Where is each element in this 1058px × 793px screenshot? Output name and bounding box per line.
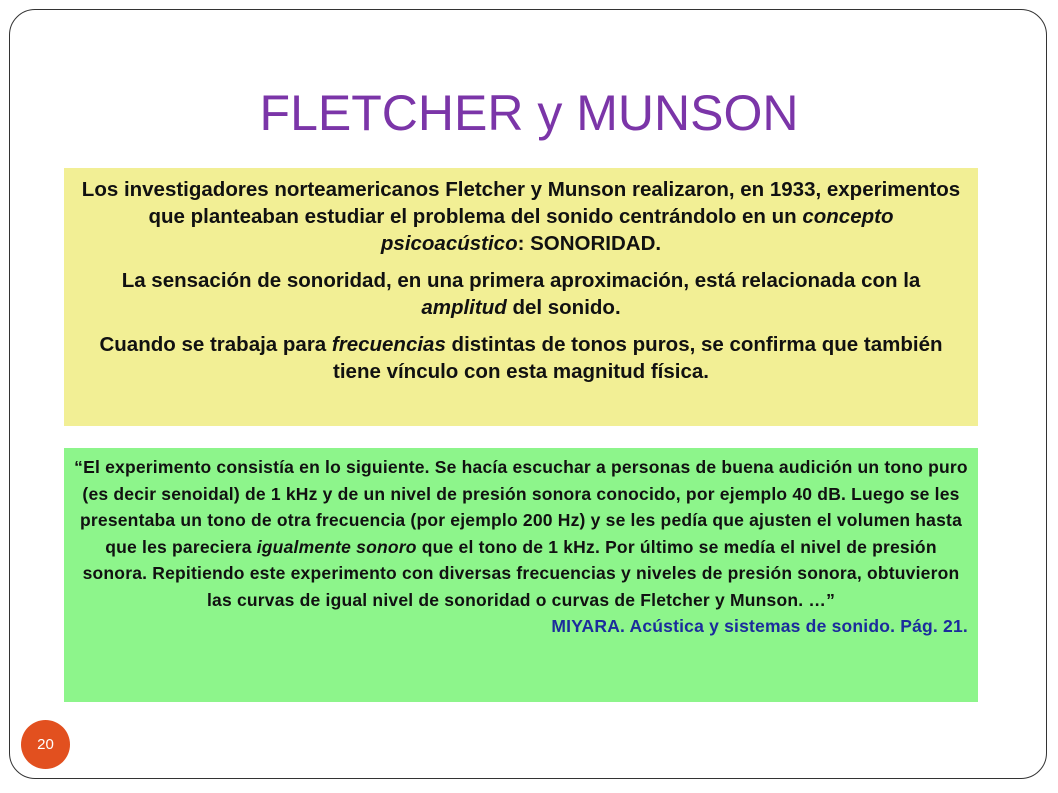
slide-title: FLETCHER y MUNSON — [259, 85, 799, 141]
quote-citation: MIYARA. Acústica y sistemas de sonido. Pág. 21. — [551, 616, 968, 636]
intro-paragraph-1 — [78, 176, 964, 257]
intro-p2-text-a: La sensación de sonoridad, en una primera aproximación, está relacionada con la — [121, 269, 921, 292]
intro-p3-emphasis: frecuencias — [331, 333, 446, 356]
intro-p2-emphasis: amplitud — [421, 296, 507, 319]
intro-p1-emphasis: concepto psicoacústico — [380, 205, 894, 255]
quote-emphasis: igualmente sonoro — [256, 536, 417, 557]
intro-paragraph-3 — [78, 331, 964, 385]
quote-text-a: “El experimento consistía en lo siguiente. Se hacía escuchar a personas de buena audición un tono puro (es decir senoidal) de 1 kHz y de un nivel de presión sonora conocido, por ejemplo 40 dB. Luego se les presentaba un tono de otra frecuencia (por ejemplo 200 Hz) y se les pedía que ajusten el volumen hasta que les pareciera — [74, 457, 968, 557]
intro-p2-text-b: del sonido. — [506, 296, 621, 319]
quote-text — [74, 454, 968, 613]
intro-p1-text-a: Los investigadores norteamericanos Fletcher y Munson realizaron, en 1933, experimentos que planteaban estudiar el problema del sonido centrándolo en un — [81, 178, 961, 228]
intro-p3-text-b: distintas de tonos puros, se confirma que también tiene vínculo con esta magnitud física. — [333, 333, 943, 383]
intro-p3-text-a: Cuando se trabaja para — [99, 333, 332, 356]
intro-paragraph-2 — [78, 267, 964, 321]
intro-p1-text-b: : SONORIDAD. — [517, 232, 662, 255]
quote-text-b: que el tono de 1 kHz. Por último se medía el nivel de presión sonora. Repitiendo este experimento con diversas frecuencias y niveles de presión sonora, obtuvieron las curvas de igual nivel de sonoridad o curvas de Fletcher y Munson. …” — [82, 536, 960, 610]
quote-box — [64, 448, 978, 702]
intro-box — [64, 168, 978, 426]
page-number-badge: 20 — [21, 720, 70, 769]
